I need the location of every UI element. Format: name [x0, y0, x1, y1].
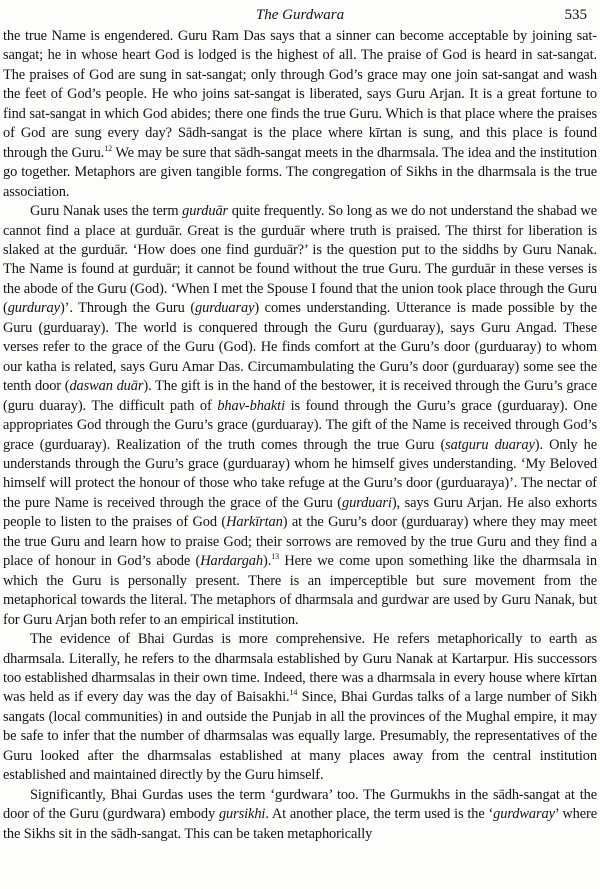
italic-term: gurduray: [7, 300, 60, 317]
running-title: The Gurdwara: [255, 7, 345, 23]
text-run: ’ where the Sikhs sit in the sādh-sangat. This can be taken metaphorically: [3, 806, 597, 842]
running-header: [0, 5, 600, 25]
text-run: the true Name is engendered. Guru Ram Das says that a sinner can become acceptable by joining sat-sangat; he in whose heart God is lodged is the highest of all. The praise of God is heard in sat-sangat. The praises of God are sung in sat-sangat; only through God’s grace may one join sat-sangat and wash the feet of God’s people. He who joins sat-sangat is liberated, says Guru Arjan. It is a great fortune to find sat-sangat in which God abides; there one finds the true Guru. Which is that place where the praises of God are sung every day? Sādh-sangat is the place where kīrtan is sung, and this place is found through the Guru.: [3, 28, 597, 161]
text-run: ). The gift is in the hand of the bestower, it is received through the Guru’s grace (guru duaray). The difficult path of: [3, 378, 597, 414]
text-run: ) comes understanding. Utterance is made possible by the Guru (gurduaray). The world is conquered through the Guru (gurduaray), says Guru Angad. These verses refer to the grace of the Guru (God). He finds comfort at the Guru’s door (gurduaray) to whom our katha is related, says Guru Amar Das. Circumambulating the Guru’s door (gurduaray) some see the tenth door (: [3, 300, 597, 395]
page-number: 535: [564, 7, 587, 23]
text-run: The evidence of Bhai Gurdas is more comprehensive. He refers metaphorically to earth as dharmsala. Literally, he refers to the dharmsala established by Guru Nanak at Kartarpur. His successors too established dharmsalas in their own time. Indeed, there was a dharmsala in every house where kīrtan was held as if every day was the day of Baisakhi.: [3, 631, 597, 706]
paragraph: [3, 202, 597, 630]
italic-term: gurduār: [182, 203, 229, 220]
text-run: Since, Bhai Gurdas talks of a large number of Sikh sangats (local communities) in and outside the Punjab in all the provinces of the Mughal empire, it may be safe to infer that the number of dharmsalas was equally large. Presumably, the representatives of the Guru looked after the dharmsalas established at many places away from the central institution established and maintained directly by the Guru himself.: [3, 689, 597, 784]
text-run: quite frequently. So long as we do not understand the shabad we cannot find a place at gurduār. Great is the gurduār where truth is praised. The thirst for liberation is slaked at the gurduār. ‘How does one find gurduār?’ is the question put to the siddhs by Guru Nanak. The Name is found at gurduār; it cannot be found without the true Guru. The gurduār in these verses is the abode of the Guru (God). ‘When I met the Spouse I found that the union took place through the Guru (: [3, 203, 597, 317]
text-run: ). Only he understands through the Guru’s grace (gurduaray) whom he himself gives understanding. ‘My Beloved himself will protect the honour of those who take refuge at the Guru’s door (gurduaraya)’. The nectar of the pure Name is received through the grace of the Guru (: [3, 436, 597, 511]
text-run: We may be sure that sādh-sangat meets in the dharmsala. The idea and the institution go together. Metaphors are given tangible forms. The congregation of Sikhs in the dharmsala is the true association.: [3, 144, 597, 200]
italic-term: gursikhi: [218, 806, 266, 823]
text-run: . At another place, the term used is the ‘: [265, 806, 494, 823]
text-run: is found through the Guru’s grace (gurduaray). One appropriates God through the Guru’s grace (gurduaray). The gift of the Name is received through God’s grace (gurduaray). Realization of the truth comes through the true Guru (: [3, 397, 597, 453]
body-text: [3, 27, 597, 844]
text-run: ).: [263, 553, 272, 570]
text-run: Significantly, Bhai Gurdas uses the term ‘gurdwara’ too. The Gurmukhs in the sādh-sangat at the door of the Guru (gurdwara) embody: [3, 786, 597, 823]
italic-term: daswan duār: [69, 378, 144, 395]
paragraph: [3, 27, 597, 202]
italic-term: gurdwaray: [493, 806, 555, 823]
italic-term: Hardargah: [200, 553, 263, 570]
text-run: ), says Guru Arjan. He also exhorts people to listen to the praises of God (: [3, 494, 597, 531]
italic-term: gurduari: [341, 494, 392, 511]
text-run: )’. Through the Guru (: [59, 300, 196, 317]
footnote-ref: 12: [104, 143, 112, 153]
footnote-ref: 14: [289, 688, 298, 698]
footnote-ref: 13: [271, 552, 280, 562]
text-run: ) at the Guru’s door (gurduaray) where they may meet the true Guru and learn how to praise God; their sorrows are removed by the true Guru and they find a place of honour in God’s abode (: [3, 514, 597, 570]
italic-term: gurduaray: [195, 300, 255, 317]
italic-term: bhav-bhakti: [217, 397, 285, 414]
paragraph: [3, 630, 597, 786]
text-run: Guru Nanak uses the term: [30, 203, 183, 220]
italic-term: Harkīrtan: [226, 514, 283, 531]
paragraph: [3, 786, 597, 844]
italic-term: satguru duaray: [445, 436, 535, 453]
text-run: Here we come upon something like the dharmsala in which the Guru is personally present. There is an imperceptible but sure movement from the metaphorical towards the literal. The metaphors of dharmsala and gurdwar are used by Guru Nanak, but for Guru Arjan both refer to an empirical institution.: [3, 553, 597, 628]
